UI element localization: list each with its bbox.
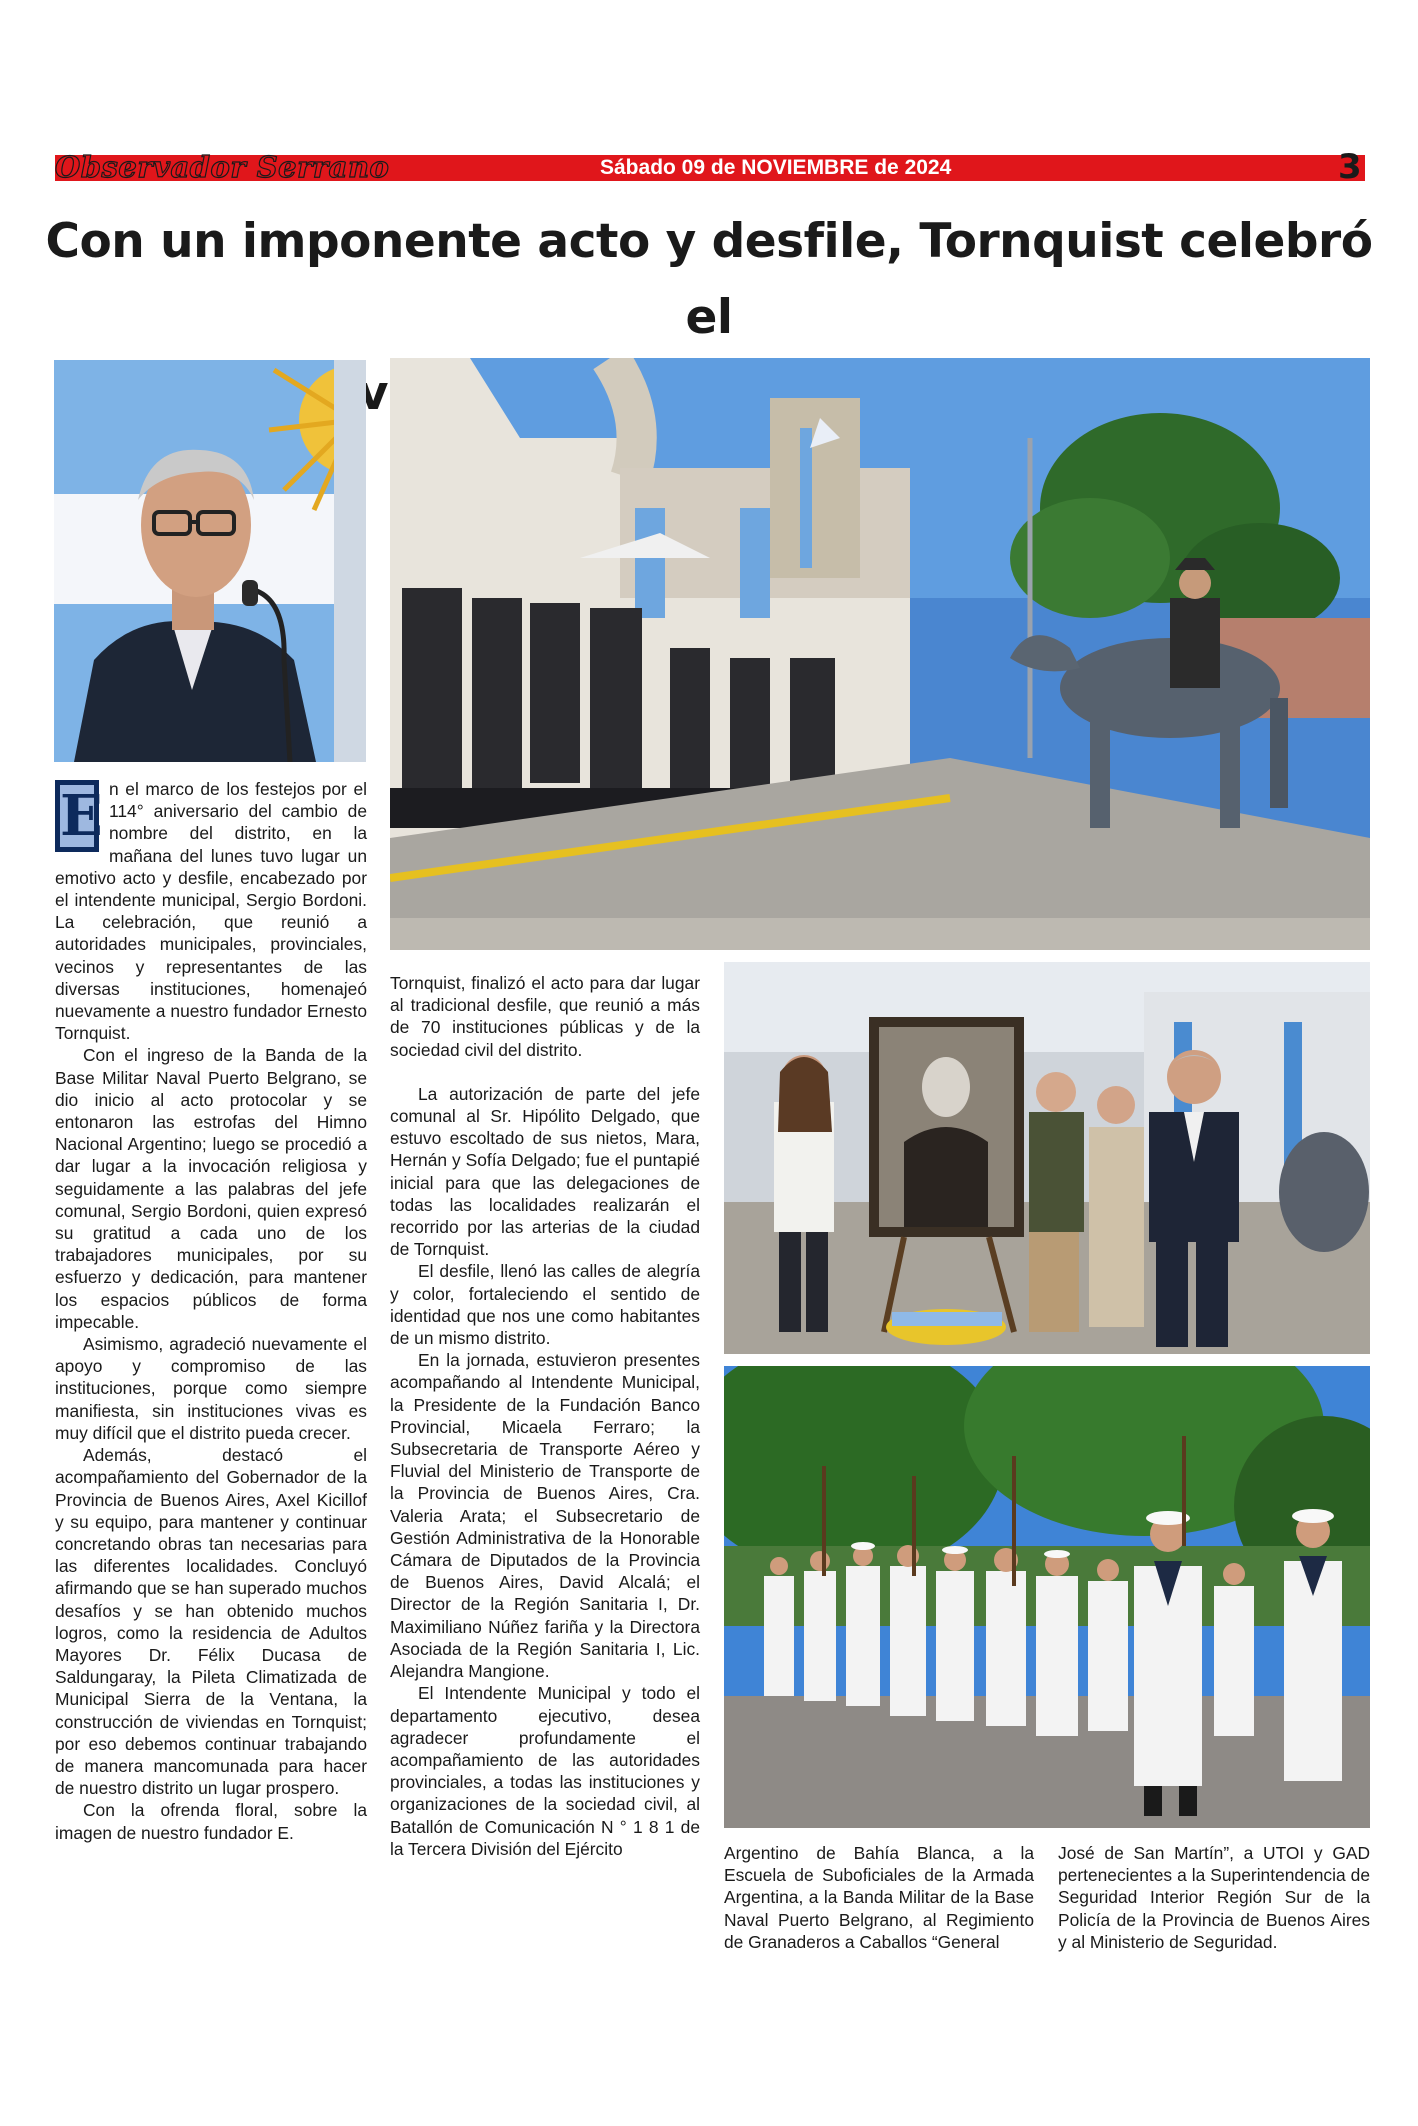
article-column-2 — [390, 972, 700, 1860]
paragraph: La autorización de parte del jefe comunal al Sr. Hipólito Delgado, que estuvo escoltado de sus nietos, Mara, Hernán y Sofía Delgado; fue el puntapié inicial para que las delegaciones de todas las localidades realizarán el recorrido por las arterias de la ciudad de Tornquist. — [390, 1083, 700, 1260]
paragraph: Tornquist, finalizó el acto para dar lugar al tradicional desfile, que reunió a más de 70 instituciones públicas y de la sociedad civil del distrito. — [390, 973, 700, 1060]
photo-desfile-cadetes — [724, 1366, 1370, 1828]
paragraph: José de San Martín”, a UTOI y GAD pertenecientes a la Superintendencia de Seguridad Interior Región Sur de la Policía de la Provincia de Buenos Aires y al Ministerio de Seguridad. — [1058, 1843, 1370, 1952]
paragraph: Asimismo, agradeció nuevamente el apoyo y compromiso de las instituciones, porque como siempre manifiesta, sin instituciones vivas es muy difícil que el distrito pueda crecer. — [55, 1334, 367, 1443]
issue-date: Sábado 09 de NOVIEMBRE de 2024 — [600, 156, 952, 179]
article-column-3 — [724, 1842, 1034, 1953]
paragraph: El desfile, llenó las calles de alegría y color, fortaleciendo el sentido de identidad que nos une como habitantes de un mismo distrito. — [390, 1261, 700, 1349]
paragraph: El Intendente Municipal y todo el departamento ejecutivo, desea agradecer profundamente el acompañamiento de las autoridades provinciales, a todas las instituciones y organizaciones de la sociedad civil, al Batallón de Comunicación N ° 1 8 1 de la Tercera División del Ejército — [390, 1683, 700, 1859]
paragraph: Con la ofrenda floral, sobre la imagen de nuestro fundador E. — [55, 1800, 367, 1843]
paragraph: Argentino de Bahía Blanca, a la Escuela de Suboficiales de la Armada Argentina, a la Banda Militar de la Base Naval Puerto Belgrano, al Regimiento de Granaderos a Caballos “General — [724, 1843, 1034, 1952]
photo-speaker — [54, 360, 366, 762]
paragraph: Con el ingreso de la Banda de la Base Militar Naval Puerto Belgrano, se dio inicio al acto protocolar y se entonaron las estrofas del Himno Nacional Argentino; luego se procedió a dar lugar a la invocación religiosa y seguidamente a las palabras del jefe comunal, Sergio Bordoni, quien expresó su gratitud a cada uno de los trabajadores municipales, por su esfuerzo y dedicación, para mantener los espacios públicos de forma impecable. — [55, 1045, 367, 1332]
photo-acto-building — [390, 358, 1370, 950]
paragraph: Además, destacó el acompañamiento del Gobernador de la Provincia de Buenos Aires, Axel Kicillof y su equipo, para mantener y continuar concretando obras tan necesarias para las diferentes localidades. Concluyó afirmando que se han superado muchos desafíos y se han obtenido muchos logros, como la residencia de Adultos Mayores Dr. Félix Ducasa de Saldungaray, la Pileta Climatizada de Municipal Sierra de la Ventana, la construcción de viviendas en Tornquist; por eso debemos continuar trabajando de manera mancomunada para hacer de nuestro distrito un lugar prospero. — [55, 1445, 367, 1799]
headline-line-1: Con un imponente acto y desfile, Tornquist celebró el — [45, 214, 1373, 345]
article-column-1 — [55, 778, 367, 1844]
article-column-4 — [1058, 1842, 1370, 1953]
photo-ofrenda-floral — [724, 962, 1370, 1354]
page-number: 3 — [1338, 147, 1362, 187]
newspaper-logo: Observador Serrano — [55, 150, 390, 184]
drop-cap: E — [55, 780, 99, 852]
paragraph: En la jornada, estuvieron presentes acompañando al Intendente Municipal, la Presidente de la Fundación Banco Provincial, Micaela Ferraro; la Subsecretaria de Transporte Aéreo y Fluvial del Ministerio de Transporte de la Provincia de Buenos Aires, Cra. Valeria Arata; el Subsecretario de Gestión Administrativa de la Honorable Cámara de Diputados de la Provincia de Buenos Aires, David Alcalá; el Director de la Región Sanitaria I, Dr. Maximiliano Núñez fariña y la Directora Asociada de la Región Sanitaria I, Lic. Alejandra Mangione. — [390, 1350, 700, 1682]
paragraph: n el marco de los festejos por el 114° aniversario del cambio de nombre del distrito, en la mañana del lunes tuvo lugar un emotivo acto y desfile, encabezado por el intendente municipal, Sergio Bordoni. La celebración, que reunió a autoridades municipales, provinciales, vecinos y representantes de las diversas instituciones, homenajeó nuevamente a nuestro fundador Ernesto Tornquist. — [55, 779, 367, 1044]
